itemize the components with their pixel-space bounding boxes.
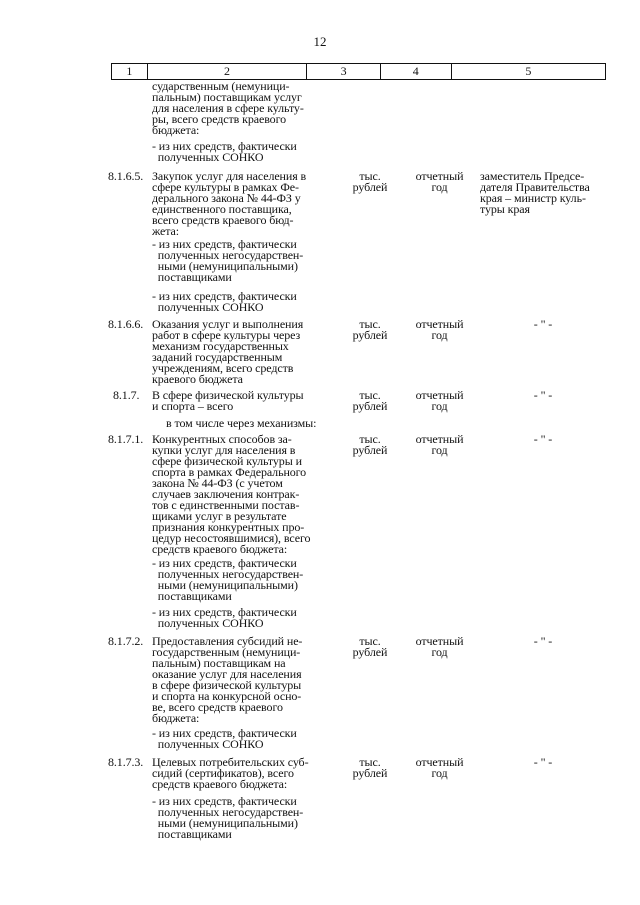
row-number: 8.1.7.3. — [108, 755, 144, 769]
row-sub: - из них средств, фактически полученных негосударствен- ными (немуниципальными) поставщиками — [152, 794, 304, 841]
header-col-4: 4 — [381, 64, 452, 79]
row-unit: тыс. рублей — [352, 388, 388, 413]
page-number: 12 — [313, 34, 327, 49]
row-responsible: - " - — [533, 755, 553, 769]
row-sub: - из них средств, фактически полученных негосударствен- ными (немуниципальными) поставщиками — [152, 556, 304, 603]
row-unit: тыс. рублей — [352, 317, 388, 342]
row-text: В сфере физической культуры и спорта – всего — [152, 388, 304, 413]
table-header — [111, 63, 606, 80]
row-text: Оказания услуг и выполнения работ в сфере культуры через механизм государственных заданий государственным учреждениям, всего средств краевого бюджета — [152, 317, 304, 386]
header-col-3: 3 — [307, 64, 381, 79]
row-unit: тыс. рублей — [352, 432, 388, 457]
row-period: отчетный год — [415, 169, 464, 194]
row-number: 8.1.7. — [113, 388, 140, 402]
row-unit: тыс. рублей — [352, 169, 388, 194]
row-responsible: - " - — [533, 317, 553, 331]
row-responsible: - " - — [533, 634, 553, 648]
row-unit: тыс. рублей — [352, 634, 388, 659]
row-sub: - из них средств, фактически полученных СОНКО — [152, 289, 297, 314]
row-period: отчетный год — [415, 317, 464, 342]
row-note: в том числе через механизмы: — [166, 416, 317, 430]
header-col-5: 5 — [525, 64, 532, 78]
row-period: отчетный год — [415, 388, 464, 413]
row-text: Целевых потребительских суб- сидий (сертификатов), всего средств краевого бюджета: — [152, 755, 309, 791]
cont-text: сударственным (немуници- пальным) поставщикам услуг для населения в сфере культу- ры, всего средств краевого бюджета: — [152, 79, 304, 137]
row-text: Предоставления субсидий не- государственным (немуници- пальным) поставщикам на оказание услуг для населения в сфере физической культуры и спорта на конкурсной осно- ве, всего средств краевого бюджета: — [152, 634, 303, 725]
row-number: 8.1.7.1. — [108, 432, 144, 446]
row-number: 8.1.7.2. — [108, 634, 144, 648]
row-text: Закупок услуг для населения в сфере культуры в рамках Фе- дерального закона № 44-ФЗ у единственного поставщика, всего средств краевого бюд- жета: — [152, 169, 307, 238]
header-col-2: 2 — [148, 64, 307, 79]
row-unit: тыс. рублей — [352, 755, 388, 780]
row-responsible: - " - — [533, 432, 553, 446]
row-sub: - из них средств, фактически полученных негосударствен- ными (немуниципальными) поставщиками — [152, 237, 304, 284]
cont-sub: - из них средств, фактически полученных СОНКО — [152, 139, 297, 164]
row-responsible: - " - — [533, 388, 553, 402]
row-sub: - из них средств, фактически полученных СОНКО — [152, 726, 297, 751]
row-number: 8.1.6.6. — [108, 317, 144, 331]
row-period: отчетный год — [415, 432, 464, 457]
row-sub: - из них средств, фактически полученных СОНКО — [152, 605, 297, 630]
row-number: 8.1.6.5. — [108, 169, 144, 183]
row-period: отчетный год — [415, 634, 464, 659]
row-text: Конкурентных способов за- купки услуг для населения в сфере физической культуры и спорта в рамках Федерального закона № 44-ФЗ (с учетом случаев заключения контрак- тов с единственными постав- щиками услуг в результате признания конкурентных про- цедур несостоявшимися), всего средств краевого бюджета: — [152, 432, 311, 556]
row-responsible: заместитель Предсе- дателя Правительства края – министр куль- туры края — [480, 169, 590, 216]
header-col-1: 1 — [112, 64, 148, 79]
row-period: отчетный год — [415, 755, 464, 780]
